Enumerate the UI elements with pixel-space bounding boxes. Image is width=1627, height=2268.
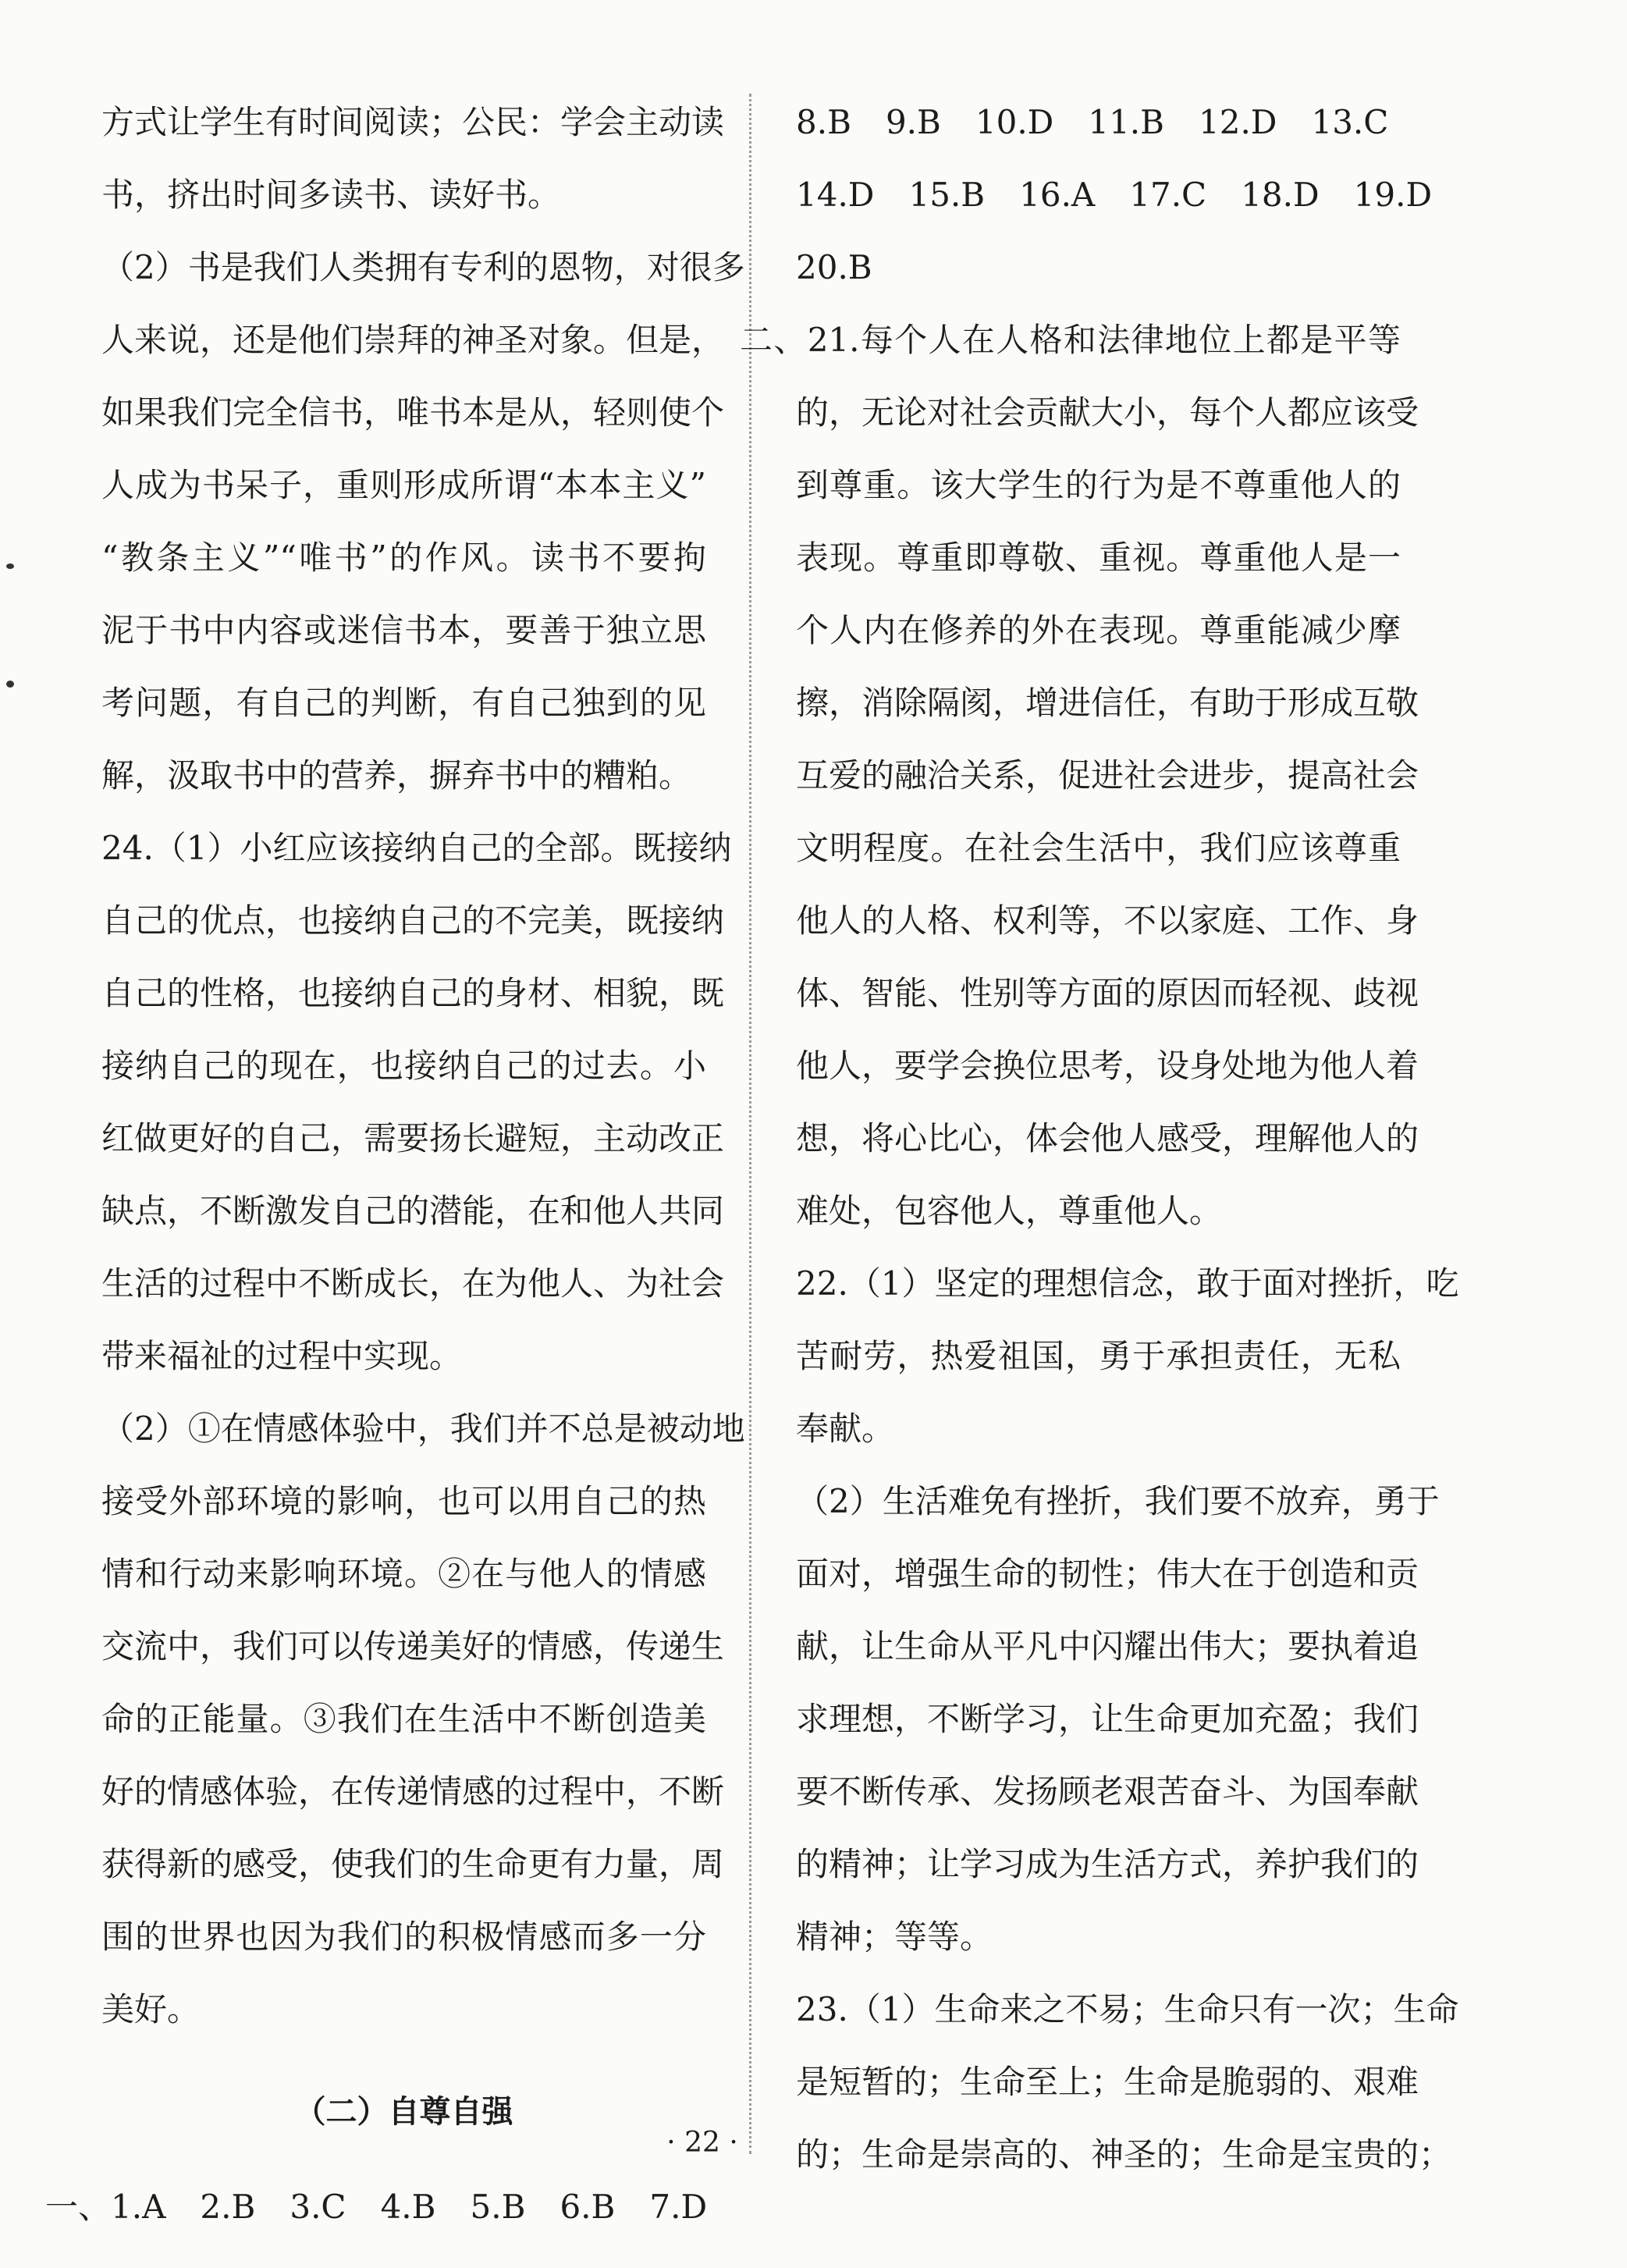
text-line: 接纳自己的现在，也接纳自己的过去。小	[101, 1047, 706, 1085]
answer-row	[796, 231, 1401, 304]
answer-item: 6.B	[560, 2188, 616, 2226]
answer-row	[45, 2170, 706, 2243]
answer-item: 3.C	[290, 2188, 346, 2226]
text-line: 解，汲取书中的营养，摒弃书中的糟粕。	[101, 756, 692, 795]
answer-row	[796, 158, 1433, 231]
text-line: 他人的人格、权利等，不以家庭、工作、身	[796, 901, 1419, 940]
text-line: （2）书是我们人类拥有专利的恩物，对很多	[101, 248, 745, 286]
text-line: 求理想，不断学习，让生命更加充盈；我们	[796, 1700, 1419, 1738]
answer-item: 8.B	[796, 103, 851, 141]
text-line: 考问题，有自己的判断，有自己独到的见	[101, 684, 706, 722]
text-line: 的；生命是崇高的、神圣的；生命是宝贵的；	[796, 2135, 1452, 2174]
text-line: 自己的性格，也接纳自己的身材、相貌，既	[101, 974, 725, 1012]
answer-item: 18.D	[1241, 176, 1320, 214]
text-line: 美好。	[101, 1990, 201, 2028]
text-line: （2）①在情感体验中，我们并不总是被动地	[101, 1410, 745, 1448]
answer-item: 7.D	[649, 2188, 708, 2226]
answer-item: 19.D	[1353, 176, 1433, 214]
text-line: 如果我们完全信书，唯书本是从，轻则使个	[101, 393, 725, 432]
scan-mark	[6, 681, 14, 688]
answer-item: 13.C	[1311, 103, 1389, 141]
text-line: 要不断传承、发扬顾老艰苦奋斗、为国奉献	[796, 1772, 1419, 1811]
text-line: 面对，增强生命的韧性；伟大在于创造和贡	[796, 1555, 1419, 1593]
text-line: 人成为书呆子，重则形成所谓“本本主义”	[101, 466, 706, 504]
answer-item: 14.D	[796, 176, 875, 214]
answer-item: 2.B	[200, 2188, 256, 2226]
text-line: 泥于书中内容或迷信书本，要善于独立思	[101, 611, 706, 649]
text-line: 个人内在修养的外在表现。尊重能减少摩	[796, 611, 1401, 649]
text-line: 文明程度。在社会生活中，我们应该尊重	[796, 829, 1401, 867]
text-line: 表现。尊重即尊敬、重视。尊重他人是一	[796, 539, 1401, 577]
text-line: 带来福祉的过程中实现。	[101, 1337, 463, 1375]
text-line: “教条主义”“唯书”的作风。读书不要拘	[101, 539, 706, 577]
text-line: 好的情感体验，在传递情感的过程中，不断	[101, 1772, 725, 1811]
text-line: 他人，要学会换位思考，设身处地为他人着	[796, 1047, 1419, 1085]
text-line: 献，让生命从平凡中闪耀出伟大；要执着追	[796, 1627, 1419, 1665]
answer-item: 20.B	[796, 248, 872, 286]
text-line: 互爱的融洽关系，促进社会进步，提高社会	[796, 756, 1419, 795]
page-number: · 22 ·	[666, 2127, 738, 2159]
answer-item: 1.A	[111, 2188, 166, 2226]
text-line: 书，挤出时间多读书、读好书。	[101, 176, 561, 214]
text-line: 生活的过程中不断成长，在为他人、为社会	[101, 1264, 725, 1303]
text-line: 人来说，还是他们崇拜的神圣对象。但是，	[101, 321, 725, 359]
text-line: 到尊重。该大学生的行为是不尊重他人的	[796, 466, 1401, 504]
answer-item: 12.D	[1199, 103, 1277, 141]
column-divider	[749, 94, 751, 2154]
text-line: 方式让学生有时间阅读；公民：学会主动读	[101, 103, 725, 141]
text-line: 二、21.每个人在人格和法律地位上都是平等	[740, 321, 1401, 359]
answer-item: 5.B	[470, 2188, 526, 2226]
text-line: 24.（1）小红应该接纳自己的全部。既接纳	[101, 829, 732, 867]
text-line: 交流中，我们可以传递美好的情感，传递生	[101, 1627, 725, 1665]
text-line: 苦耐劳，热爱祖国，勇于承担责任，无私	[796, 1337, 1401, 1375]
answer-item: 9.B	[885, 103, 941, 141]
answer-item: 4.B	[380, 2188, 436, 2226]
text-line: 想，将心比心，体会他人感受，理解他人的	[796, 1119, 1419, 1157]
left-column	[45, 86, 745, 2243]
text-line: 擦，消除隔阂，增进信任，有助于形成互敬	[796, 684, 1419, 722]
answer-item: 17.C	[1129, 176, 1207, 214]
text-line: 红做更好的自己，需要扬长避短，主动改正	[101, 1119, 725, 1157]
text-line: 23.（1）生命来之不易；生命只有一次；生命	[796, 1990, 1459, 2028]
text-line: 的，无论对社会贡献大小，每个人都应该受	[796, 393, 1419, 432]
text-line: 围的世界也因为我们的积极情感而多一分	[101, 1918, 706, 1956]
text-line: 接受外部环境的影响，也可以用自己的热	[101, 1482, 706, 1520]
answer-item: 10.D	[975, 103, 1054, 141]
text-line: 精神；等等。	[796, 1918, 993, 1956]
text-line: 命的正能量。③我们在生活中不断创造美	[101, 1700, 706, 1738]
text-line: 难处，包容他人，尊重他人。	[796, 1192, 1223, 1230]
text-line: （2）生活难免有挫折，我们要不放弃，勇于	[796, 1482, 1440, 1520]
right-column	[740, 86, 1459, 2191]
answer-item: 15.B	[908, 176, 986, 214]
answer-item: 16.A	[1019, 176, 1096, 214]
section-title: （二）自尊自强	[294, 2094, 513, 2130]
text-line: 获得新的感受，使我们的生命更有力量，周	[101, 1845, 725, 1883]
text-line: 体、智能、性别等方面的原因而轻视、歧视	[796, 974, 1419, 1012]
text-line: 自己的优点，也接纳自己的不完美，既接纳	[101, 901, 725, 940]
scan-mark	[6, 563, 14, 569]
text-line: 22.（1）坚定的理想信念，敢于面对挫折，吃	[796, 1264, 1459, 1303]
text-line: 的精神；让学习成为生活方式，养护我们的	[796, 1845, 1419, 1883]
answer-row	[796, 86, 1401, 158]
text-line: 奉献。	[796, 1410, 895, 1448]
text-line: 缺点，不断激发自己的潜能，在和他人共同	[101, 1192, 725, 1230]
text-line: 是短暂的；生命至上；生命是脆弱的、艰难	[796, 2063, 1419, 2101]
text-line: 情和行动来影响环境。②在与他人的情感	[101, 1555, 706, 1593]
answer-item: 11.B	[1088, 103, 1165, 141]
answer-prefix: 一、	[45, 2188, 112, 2226]
